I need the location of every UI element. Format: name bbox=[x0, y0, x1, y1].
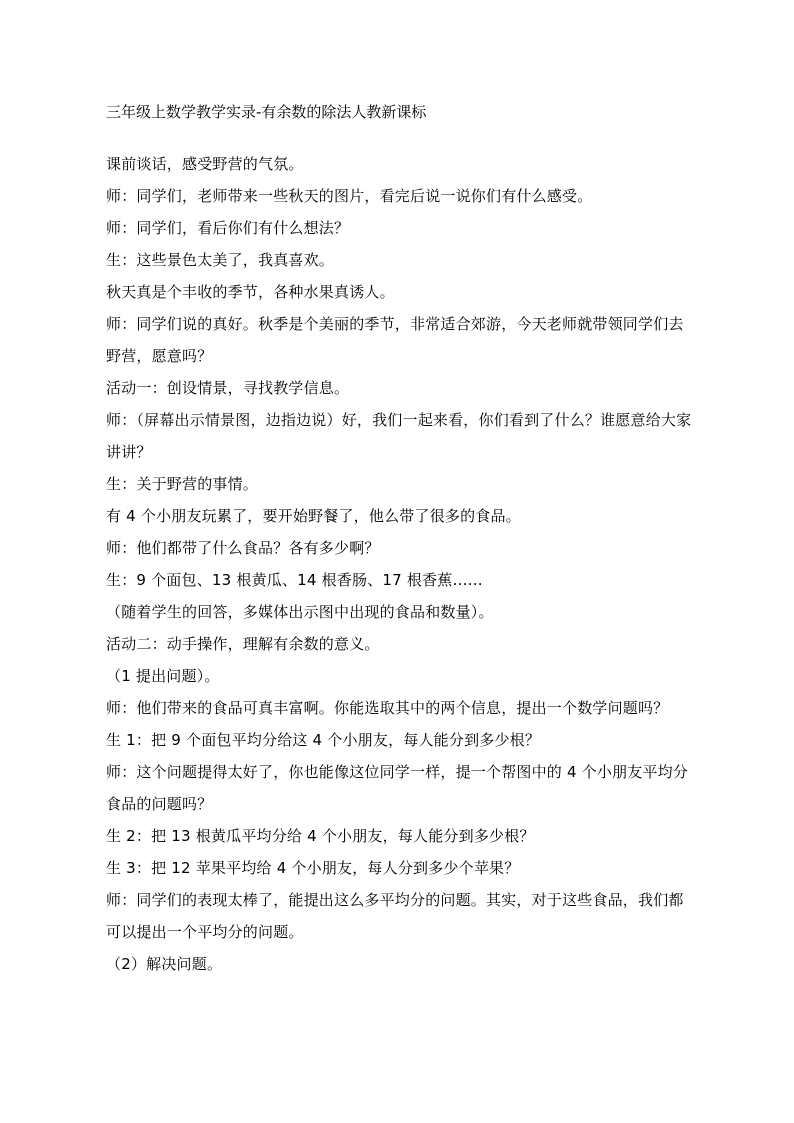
paragraph-21: 师：同学们的表现太棒了，能提出这么多平均分的问题。其实，对于这些食品，我们都可以提出一个平均分的问题。 bbox=[106, 891, 684, 941]
paragraph-22: （2）解决问题。 bbox=[106, 955, 223, 973]
paragraph-17: 生 1：把 9 个面包平均分给这 4 个小朋友，每人能分到多少根？ bbox=[106, 731, 541, 749]
paragraph-1: 课前谈话，感受野营的气氛。 bbox=[106, 155, 304, 173]
paragraph-3: 师：同学们，看后你们有什么想法？ bbox=[106, 219, 350, 237]
paragraph-6: 师：同学们说的真好。秋季是个美丽的季节，非常适合郊游，今天老师就带领同学们去野营，愿意吗？ bbox=[106, 315, 684, 365]
document-title: 三年级上数学教学实录-有余数的除法人教新课标 bbox=[106, 103, 427, 121]
paragraph-20: 生 3：把 12 苹果平均给 4 个小朋友，每人分到多少个苹果？ bbox=[106, 859, 520, 877]
paragraph-12: 生：9 个面包、13 根黄瓜、14 根香肠、17 根香蕉…… bbox=[106, 571, 483, 589]
paragraph-5: 秋天真是个丰收的季节，各种水果真诱人。 bbox=[106, 283, 395, 301]
paragraph-16: 师：他们带来的食品可真丰富啊。你能选取其中的两个信息，提出一个数学问题吗？ bbox=[106, 699, 669, 717]
paragraph-4: 生：这些景色太美了，我真喜欢。 bbox=[106, 251, 335, 269]
paragraph-14: 活动二：动手操作，理解有余数的意义。 bbox=[106, 635, 380, 653]
paragraph-13: （随着学生的回答，多媒体出示图中出现的食品和数量）。 bbox=[106, 603, 494, 621]
paragraph-11: 师：他们都带了什么食品？各有多少啊？ bbox=[106, 539, 380, 557]
paragraph-2: 师：同学们，老师带来一些秋天的图片，看完后说一说你们有什么感受。 bbox=[106, 187, 593, 205]
paragraph-7: 活动一：创设情景，寻找教学信息。 bbox=[106, 379, 350, 397]
paragraph-10: 有 4 个小朋友玩累了，要开始野餐了，他么带了很多的食品。 bbox=[106, 507, 521, 525]
paragraph-15: （1 提出问题）。 bbox=[106, 667, 220, 685]
paragraph-18: 师：这个问题提得太好了，你也能像这位同学一样，提一个帮图中的 4 个小朋友平均分食品的问题吗？ bbox=[106, 763, 689, 813]
paragraph-9: 生：关于野营的事情。 bbox=[106, 475, 259, 493]
paragraph-8: 师：（屏幕出示情景图，边指边说）好，我们一起来看，你们看到了什么？谁愿意给大家讲讲？ bbox=[106, 411, 692, 461]
document-body bbox=[106, 148, 696, 980]
paragraph-19: 生 2：把 13 根黄瓜平均分给 4 个小朋友，每人能分到多少根？ bbox=[106, 827, 535, 845]
